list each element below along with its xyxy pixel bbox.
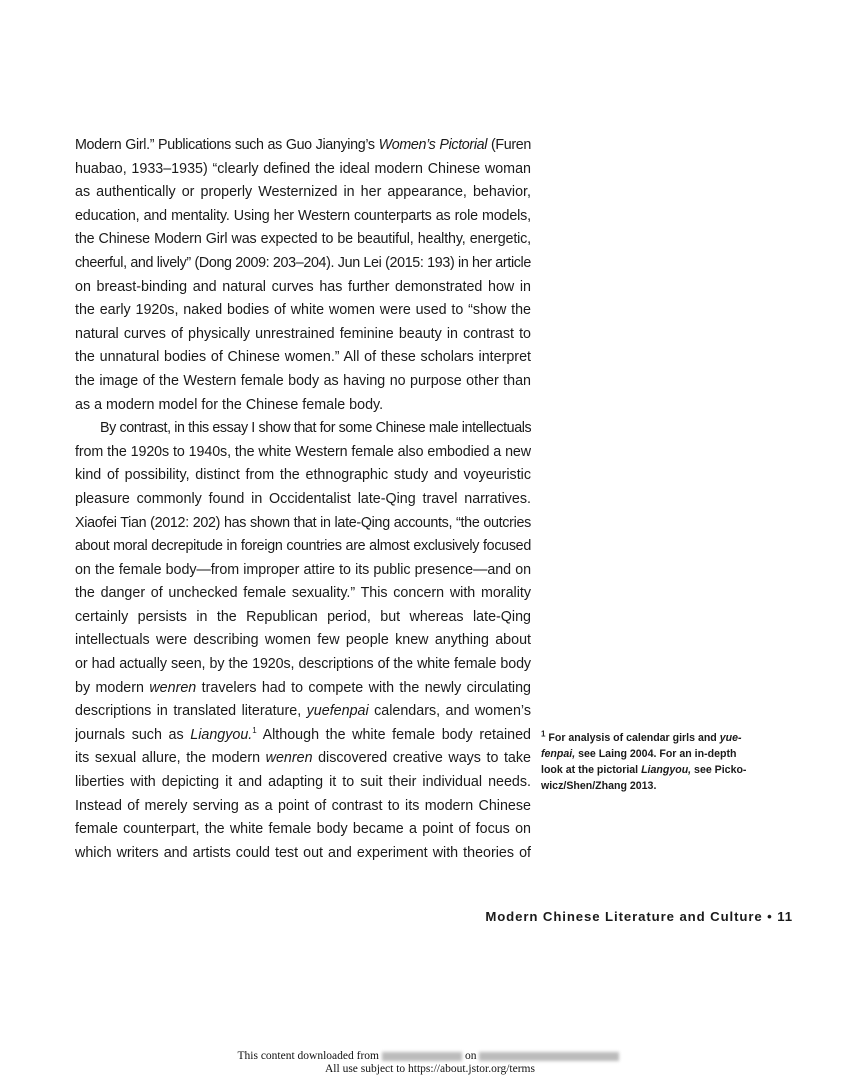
text-run: discovered creative ways to take	[312, 750, 531, 767]
text-line	[75, 842, 531, 866]
text-line	[75, 724, 531, 748]
text-run: which writers and artists could test out and experiment with theories of	[75, 844, 531, 861]
text-run: intellectuals were describing women few people knew anything about	[75, 632, 531, 649]
text-line	[75, 606, 531, 630]
text-run: Instead of merely serving as a point of contrast to its modern Chinese	[75, 797, 531, 814]
text-run: the danger of unchecked female sexuality.” This concern with morality	[75, 585, 531, 602]
text-run: the unnatural bodies of Chinese women.” All of these scholars interpret	[75, 349, 531, 366]
footnote-line	[541, 730, 746, 746]
text-run: (Furen	[487, 137, 531, 153]
italic-text: wenren	[149, 679, 197, 696]
text-line	[75, 629, 531, 653]
text-run: pleasure commonly found in Occidentalist late-Qing travel narratives.	[75, 490, 531, 507]
text-run: on breast-binding and natural curves has further demonstrated how in	[75, 278, 531, 295]
italic-text: yue-	[719, 732, 742, 744]
text-run: kind of possibility, distinct from the ethnographic study and voyeuristic	[75, 467, 531, 484]
text-run: natural curves of physically unrestrained feminine beauty in contrast to	[75, 325, 531, 342]
text-line	[75, 228, 531, 252]
text-run: as a modern model for the Chinese female body.	[75, 396, 384, 413]
text-run: see Laing 2004. For an in-depth	[575, 748, 737, 760]
text-run: For analysis of calendar girls and	[545, 732, 720, 744]
text-run: the early 1920s, naked bodies of white women were used to “show the	[75, 302, 531, 319]
text-line	[75, 417, 531, 441]
body-text	[75, 134, 531, 865]
text-line	[75, 795, 531, 819]
text-line	[75, 441, 531, 465]
jstor-download-notice	[0, 1050, 860, 1076]
text-run: huabao, 1933–1935) “clearly defined the ideal modern Chinese woman	[75, 160, 531, 177]
text-line	[75, 653, 531, 677]
text-line	[75, 276, 531, 300]
text-run: descriptions in translated literature,	[75, 703, 307, 720]
italic-text: fenpai,	[541, 748, 576, 760]
text-line	[75, 677, 531, 701]
footnote-line	[541, 778, 746, 794]
redacted-ip	[382, 1052, 462, 1061]
text-run: journals such as	[75, 726, 191, 743]
text-run: certainly persists in the Republican period, but whereas late-Qing	[75, 608, 531, 625]
text-run: Xiaofei Tian (2012: 202) has shown that in late-Qing accounts, “the outcries	[75, 514, 531, 531]
text-run: by modern	[75, 679, 150, 696]
text-run: see Picko-	[691, 764, 746, 776]
text-line	[75, 559, 531, 583]
text-run: Although the white female body retained	[256, 726, 531, 743]
jstor-line-1: This content downloaded from on	[0, 1050, 860, 1063]
italic-text: Liangyou.	[190, 726, 253, 743]
footnote-line	[541, 762, 746, 778]
text-run: about moral decrepitude in foreign countries are almost exclusively focused	[75, 538, 531, 555]
text-line	[75, 205, 531, 229]
text-line	[75, 512, 531, 536]
text-line	[75, 700, 531, 724]
text-run: or had actually seen, by the 1920s, descriptions of the white female body	[75, 656, 531, 673]
text-line	[75, 747, 531, 771]
running-footer: Modern Chinese Literature and Culture • 11	[485, 909, 793, 924]
text-line	[75, 582, 531, 606]
text-run: By contrast, in this essay I show that for some Chinese male intellectuals	[100, 420, 531, 437]
text-line	[75, 771, 531, 795]
text-line	[75, 323, 531, 347]
text-line	[75, 818, 531, 842]
text-run: as authentically or properly Westernized in her appearance, behavior,	[75, 184, 531, 201]
jstor-terms-line[interactable]: All use subject to https://about.jstor.org/terms	[325, 1063, 535, 1075]
text-run: on the female body—from improper attire to its public presence—and on	[75, 561, 531, 578]
footnote-line	[541, 746, 746, 762]
text-run: its sexual allure, the modern	[75, 750, 266, 767]
italic-text: Women’s Pictorial	[378, 137, 488, 153]
text-line	[75, 346, 531, 370]
text-line	[75, 464, 531, 488]
text-run: Modern Girl.” Publications such as Guo Jianying’s	[75, 137, 379, 153]
text-line	[75, 158, 531, 182]
text-line	[75, 299, 531, 323]
text-run: liberties with depicting it and adapting it to suit their individual needs.	[75, 774, 531, 791]
footnote-marker: 1	[541, 730, 546, 739]
text-run: female counterpart, the white female body became a point of focus on	[75, 821, 531, 838]
text-line	[75, 535, 531, 559]
italic-text: Liangyou,	[641, 764, 692, 776]
text-run: from the 1920s to 1940s, the white Western female also embodied a new	[75, 443, 531, 460]
text-run: calendars, and women’s	[368, 703, 531, 720]
text-run: the image of the Western female body as having no purpose other than	[75, 372, 531, 389]
text-run: travelers had to compete with the newly circulating	[196, 679, 531, 696]
text-run: cheerful, and lively” (Dong 2009: 203–204). Jun Lei (2015: 193) in her article	[75, 254, 531, 271]
text-run: the Chinese Modern Girl was expected to be beautiful, healthy, energetic,	[75, 231, 531, 248]
text-line	[75, 252, 531, 276]
footnote	[541, 730, 746, 794]
text-run: education, and mentality. Using her Western counterparts as role models,	[75, 207, 531, 224]
text-line	[75, 394, 531, 418]
text-line	[75, 181, 531, 205]
text-run: look at the pictorial	[541, 764, 642, 776]
text-run: wicz/Shen/Zhang 2013.	[541, 780, 657, 792]
text-line	[75, 370, 531, 394]
redacted-timestamp	[479, 1052, 619, 1061]
text-line	[75, 488, 531, 512]
italic-text: wenren	[265, 750, 313, 767]
italic-text: yuefenpai	[306, 703, 369, 720]
text-line	[75, 134, 531, 158]
footnote-marker: 1	[252, 726, 257, 736]
